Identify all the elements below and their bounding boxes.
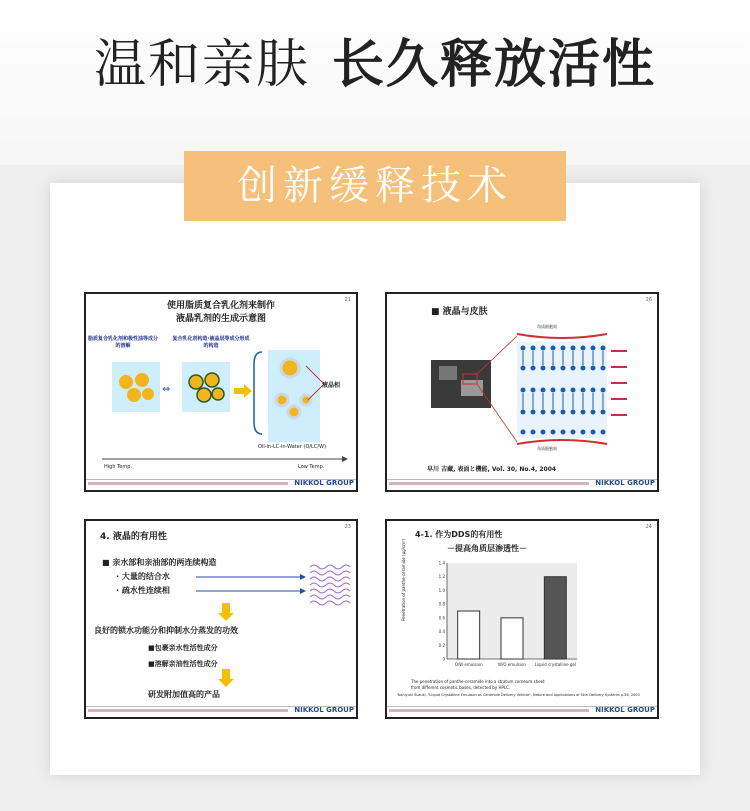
- page-title: [0, 22, 750, 97]
- skin-diagram: [387, 294, 657, 490]
- arrow-reverse: ⇔: [162, 384, 171, 395]
- olcw-droplet: [288, 406, 300, 418]
- reference: Toshiyuki Suzuki, "Liquid Crystalline Emulsion as Ceramide Delivery Vehicle", Nature and Applications of Skin Delivery Systems p.56, 2003: [397, 693, 640, 697]
- tech-badge: 创新缓释技术: [184, 151, 566, 221]
- zoom-line: [477, 384, 517, 442]
- slide-footer: [387, 479, 657, 490]
- title-light: 温和亲肤: [93, 35, 310, 95]
- bar: [544, 577, 566, 659]
- olcw-droplet: [281, 359, 299, 377]
- olcw-droplet: [301, 395, 311, 405]
- bullet-1: · 大量的结合水: [116, 572, 170, 581]
- lipid-bilayers: [517, 342, 607, 438]
- chart-ylabel: Penetration of panthe-ceramide (µg/cm²): [401, 538, 406, 621]
- bracket-icon: [254, 352, 262, 434]
- slide-footer: [86, 706, 356, 717]
- x-category-label: W/O emulsion: [498, 662, 526, 667]
- arrow-right-icon: [300, 574, 306, 580]
- conclusion-text: 研发附加值高的产品: [148, 690, 220, 699]
- coated-droplet: [212, 388, 224, 400]
- arrow-down-icon: [218, 603, 234, 621]
- slide-footer: [86, 479, 356, 490]
- oil-droplet: [135, 373, 149, 387]
- oil-droplet: [142, 388, 154, 400]
- slide-dds-usefulness: [385, 519, 659, 719]
- footer-brand: NIKKOL GROUP: [294, 479, 354, 487]
- olcw-droplet: [276, 394, 288, 406]
- result-text: 良好的锁水功能分和抑制水分蒸发的功效: [94, 626, 238, 635]
- left-caption: 脂质复合乳化剂和极性油等成分的溶解: [88, 336, 159, 349]
- slide-liquid-crystal-skin: [385, 292, 659, 492]
- footer-brand: NIKKOL GROUP: [595, 479, 655, 487]
- slide-title: ■ 液晶与皮肤: [431, 307, 488, 317]
- panel-complex: [182, 362, 230, 412]
- coated-droplet: [205, 373, 219, 387]
- slide-footer: [387, 706, 657, 717]
- skin-photo-detail: [439, 366, 457, 380]
- slide-page-number: 24: [645, 524, 652, 530]
- coated-droplet: [189, 375, 203, 389]
- title-bold: 长久释放活性: [332, 35, 657, 95]
- x-category-label: O/W emulsion: [454, 662, 483, 667]
- sub-1: ■包裹亲水性活性成分: [148, 644, 218, 652]
- slide-page-number: 26: [645, 297, 652, 303]
- slide-liquid-crystal-usefulness: [84, 519, 358, 719]
- low-temp-label: Low Temp.: [298, 464, 325, 470]
- olcw-label: Oil-in-LC-in-Water (O/LC/W): [258, 444, 326, 450]
- y-tick-label: 0.8: [438, 601, 445, 607]
- arrow-down-icon: [218, 669, 234, 687]
- y-tick-label: 0.4: [438, 629, 445, 635]
- high-temp-label: High Temp.: [104, 464, 132, 470]
- slide-title-line2: 液晶乳剂的生成示意图: [175, 314, 266, 324]
- slide-title-line1: 4-1. 作为DDS的有用性: [415, 530, 503, 539]
- zoom-line: [477, 336, 517, 374]
- x-category-label: Liquid crystalline gel: [534, 662, 577, 667]
- bar: [458, 611, 480, 659]
- y-tick-label: 0.6: [438, 615, 445, 621]
- slide-page-number: 23: [344, 524, 351, 530]
- caption-line2: from different cosmetic bases, detected by HPLC.: [411, 685, 511, 690]
- arrow-right-icon: [300, 588, 306, 594]
- usefulness-diagram: [86, 521, 356, 717]
- membrane-top: [517, 334, 607, 338]
- sub-2: ■溶解亲油性活性成分: [148, 660, 218, 668]
- slide-title-line1: 使用脂质复合乳化剂来制作: [166, 301, 275, 311]
- panel-oil: [112, 362, 160, 412]
- slide-liquid-crystal-emulsion: [84, 292, 358, 492]
- arrow-right-icon: [234, 384, 252, 398]
- slide-title-line2: －提高角质层渗透性－: [447, 544, 527, 553]
- slide-page-number: 21: [344, 297, 351, 303]
- footer-brand: NIKKOL GROUP: [294, 706, 354, 714]
- membrane-bottom: [517, 440, 607, 444]
- oil-droplet: [119, 375, 133, 389]
- bullet-2: · 疏水性连续相: [116, 586, 170, 595]
- emulsion-diagram: [86, 294, 356, 490]
- top-label: 角质细胞间: [537, 324, 557, 329]
- slide-title: 4. 液晶的有用性: [100, 532, 167, 542]
- bar: [501, 618, 523, 659]
- y-tick-label: 0: [442, 656, 445, 662]
- bottom-label: 角质细胞间: [537, 446, 557, 451]
- y-tick-label: 1.2: [438, 574, 445, 580]
- coated-droplet: [197, 388, 211, 402]
- caption-line1: The penetration of panthe-ceramide into a stratum corneum sheet: [411, 679, 545, 684]
- side-annotations: [611, 350, 627, 416]
- bullet-main: ■ 亲水部和亲油部的两连续构造: [102, 558, 217, 567]
- right-caption: 复合乳化剂构造·液晶层等成分形成的构造: [172, 336, 250, 349]
- liquid-crystal-label: 液晶相: [322, 382, 341, 389]
- wave-pattern: [310, 565, 350, 605]
- oil-droplet: [127, 388, 141, 402]
- axis-arrow-icon: [342, 456, 348, 462]
- citation: 早川 吉藏, 表面と機能, Vol. 30, No.4, 2004: [427, 466, 557, 473]
- y-tick-label: 1.4: [438, 560, 445, 566]
- footer-brand: NIKKOL GROUP: [595, 706, 655, 714]
- y-tick-label: 1.0: [438, 587, 445, 593]
- y-tick-label: 0.2: [438, 642, 445, 648]
